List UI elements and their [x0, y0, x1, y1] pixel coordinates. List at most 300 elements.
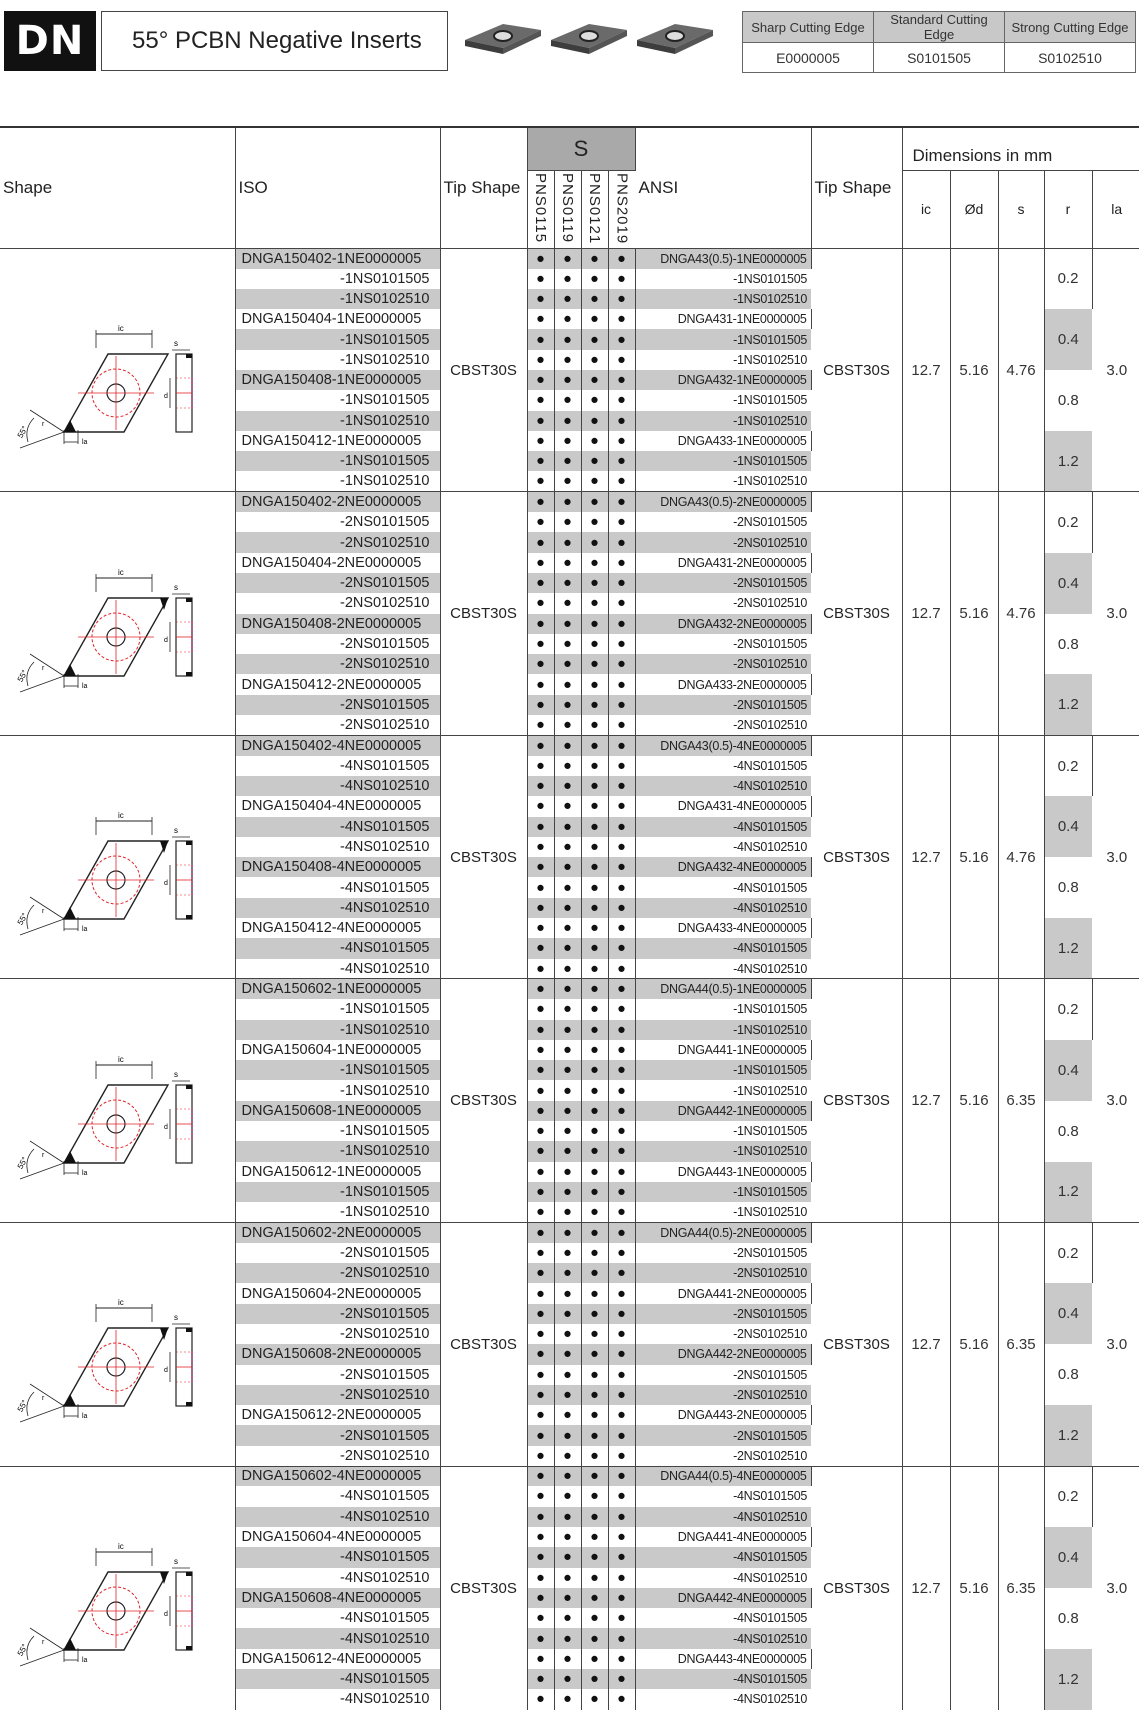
grade-availability-dot: ● [527, 695, 554, 715]
iso-code: DNGA150612-4NE0000005 [235, 1649, 440, 1669]
grade-availability-dot: ● [581, 918, 608, 938]
grade-availability-dot: ● [581, 269, 608, 289]
grade-availability-dot: ● [527, 1689, 554, 1709]
grade-availability-dot: ● [608, 918, 635, 938]
grade-availability-dot: ● [554, 1588, 581, 1608]
dim-ic: 12.7 [902, 1222, 950, 1466]
grade-availability-dot: ● [581, 796, 608, 816]
ansi-code: DNGA432-1NE0000005 [635, 370, 811, 390]
grade-availability-dot: ● [554, 1365, 581, 1385]
iso-code: -2NS0101505 [235, 1425, 440, 1445]
dim-ic: 12.7 [902, 1466, 950, 1710]
ansi-code: DNGA432-2NE0000005 [635, 614, 811, 634]
grade-availability-dot: ● [608, 471, 635, 491]
grade-availability-dot: ● [581, 1040, 608, 1060]
grade-availability-dot: ● [554, 1628, 581, 1648]
ansi-code: -2NS0101505 [635, 1304, 811, 1324]
iso-code: DNGA150408-4NE0000005 [235, 857, 440, 877]
iso-code: DNGA150408-1NE0000005 [235, 370, 440, 390]
dim-r: 0.4 [1044, 1040, 1092, 1101]
grade-availability-dot: ● [527, 715, 554, 735]
insert-drawing [0, 522, 220, 702]
grade-availability-dot: ● [581, 431, 608, 451]
grade-availability-dot: ● [554, 735, 581, 755]
grade-availability-dot: ● [554, 837, 581, 857]
insert-icon [551, 24, 627, 54]
grade-availability-dot: ● [527, 1324, 554, 1344]
iso-code: -2NS0101505 [235, 1365, 440, 1385]
svg-text:r: r [42, 421, 45, 428]
grade-availability-dot: ● [554, 431, 581, 451]
dim-r: 0.4 [1044, 1527, 1092, 1588]
tip-shape-2: CBST30S [811, 735, 902, 979]
svg-text:s: s [174, 1069, 178, 1079]
grade-availability-dot: ● [608, 309, 635, 329]
grade-availability-dot: ● [554, 756, 581, 776]
edge-type-code: S0102510 [1005, 43, 1136, 73]
grade-availability-dot: ● [527, 1020, 554, 1040]
svg-text:s: s [174, 339, 178, 348]
ansi-code: -1NS0101505 [733, 1002, 807, 1017]
dim-r: 0.4 [1044, 553, 1092, 614]
dim-d: 5.16 [950, 248, 998, 492]
grade-availability-dot: ● [608, 1121, 635, 1141]
grade-availability-dot: ● [581, 1608, 608, 1628]
grade-availability-dot: ● [581, 329, 608, 349]
dim-r: 0.2 [1044, 1222, 1092, 1283]
dim-la: 3.0 [1092, 492, 1139, 736]
grade-availability-dot: ● [527, 1202, 554, 1222]
svg-text:s: s [174, 826, 178, 836]
grade-availability-dot: ● [581, 614, 608, 634]
grade-availability-dot: ● [608, 1202, 635, 1222]
iso-code: -2NS0102510 [235, 593, 440, 613]
edge-type-label: Strong Cutting Edge [1005, 12, 1136, 43]
dim-s: 4.76 [998, 735, 1044, 979]
grade-availability-dot: ● [608, 1040, 635, 1060]
grade-availability-dot: ● [554, 1304, 581, 1324]
iso-code: -4NS0102510 [235, 776, 440, 796]
ansi-code: -2NS0101505 [635, 695, 811, 715]
grade-availability-dot: ● [608, 451, 635, 471]
ansi-code: DNGA43(0.5)-1NE0000005 [635, 248, 811, 268]
svg-text:55°: 55° [15, 911, 30, 927]
iso-code: -4NS0102510 [235, 898, 440, 918]
grade-header: PNS0115 [527, 170, 554, 248]
grade-availability-dot: ● [527, 918, 554, 938]
svg-text:r: r [42, 1151, 45, 1159]
grade-availability-dot: ● [554, 654, 581, 674]
dim-r: 0.8 [1057, 879, 1079, 897]
grade-availability-dot: ● [554, 1507, 581, 1527]
ansi-code: -1NS0102510 [733, 1205, 807, 1220]
insert-icon [465, 24, 541, 54]
logo: DN [4, 11, 96, 71]
grade-availability-dot: ● [608, 776, 635, 796]
ansi-code: -2NS0102510 [635, 532, 811, 552]
svg-text:55°: 55° [15, 1155, 30, 1171]
iso-code: -1NS0102510 [235, 471, 440, 491]
grade-availability-dot: ● [527, 776, 554, 796]
dim-s: 4.76 [998, 248, 1044, 492]
svg-text:la: la [82, 926, 88, 934]
iso-code: -2NS0102510 [235, 1263, 440, 1283]
grade-availability-dot: ● [527, 796, 554, 816]
ansi-code: -2NS0101505 [635, 1425, 811, 1445]
iso-code: -1NS0101505 [235, 390, 440, 410]
svg-text:ic: ic [118, 1542, 124, 1552]
iso-code: -4NS0101505 [235, 1486, 440, 1506]
iso-code: -4NS0102510 [235, 1689, 440, 1709]
grade-availability-dot: ● [554, 492, 581, 512]
grade-availability-dot: ● [581, 1628, 608, 1648]
grade-availability-dot: ● [581, 654, 608, 674]
iso-code: DNGA150608-4NE0000005 [235, 1588, 440, 1608]
grade-availability-dot: ● [527, 1141, 554, 1161]
insert-icons [461, 18, 723, 60]
grade-availability-dot: ● [581, 715, 608, 735]
grade-availability-dot: ● [581, 1202, 608, 1222]
grade-availability-dot: ● [608, 1020, 635, 1040]
tip-shape: CBST30S [440, 1222, 527, 1466]
grade-availability-dot: ● [554, 1527, 581, 1547]
grade-availability-dot: ● [527, 877, 554, 897]
ansi-code: -4NS0102510 [733, 1570, 807, 1585]
grade-availability-dot: ● [581, 1425, 608, 1445]
grade-availability-dot: ● [581, 1365, 608, 1385]
grade-availability-dot: ● [608, 817, 635, 837]
grade-availability-dot: ● [608, 614, 635, 634]
iso-code: -1NS0102510 [235, 1202, 440, 1222]
dim-d-header: Ød [950, 170, 998, 248]
insert-drawing [0, 1496, 220, 1676]
grade-availability-dot: ● [581, 979, 608, 999]
tip-shape: CBST30S [440, 979, 527, 1223]
iso-code: -1NS0102510 [235, 411, 440, 431]
grade-availability-dot: ● [581, 817, 608, 837]
grade-availability-dot: ● [608, 573, 635, 593]
grade-availability-dot: ● [527, 1040, 554, 1060]
grade-availability-dot: ● [581, 1283, 608, 1303]
ansi-code: -1NS0102510 [733, 1083, 807, 1098]
grade-availability-dot: ● [581, 1466, 608, 1486]
grade-availability-dot: ● [527, 471, 554, 491]
svg-text:d: d [164, 636, 168, 644]
grade-availability-dot: ● [608, 715, 635, 735]
ansi-code: -4NS0101505 [733, 880, 807, 895]
edge-type-label: Sharp Cutting Edge [743, 12, 874, 43]
grade-availability-dot: ● [527, 1588, 554, 1608]
iso-code: -2NS0101505 [235, 512, 440, 532]
svg-text:s: s [174, 1557, 178, 1567]
ansi-code: -4NS0101505 [733, 758, 807, 773]
iso-code: DNGA150404-1NE0000005 [235, 309, 440, 329]
ansi-code: DNGA432-4NE0000005 [635, 857, 811, 877]
table-row [0, 1466, 1139, 1486]
ansi-code: -1NS0101505 [635, 329, 811, 349]
ansi-code: -4NS0102510 [733, 1692, 807, 1707]
shape-cell [0, 248, 235, 492]
svg-text:ic: ic [118, 324, 124, 333]
grade-availability-dot: ● [527, 329, 554, 349]
grade-availability-dot: ● [608, 1162, 635, 1182]
grade-availability-dot: ● [527, 593, 554, 613]
grade-availability-dot: ● [554, 1324, 581, 1344]
grade-availability-dot: ● [527, 1304, 554, 1324]
grade-availability-dot: ● [608, 289, 635, 309]
grade-availability-dot: ● [527, 1365, 554, 1385]
grade-availability-dot: ● [554, 1689, 581, 1709]
grade-availability-dot: ● [608, 1324, 635, 1344]
iso-code: DNGA150408-2NE0000005 [235, 614, 440, 634]
grade-availability-dot: ● [608, 329, 635, 349]
grade-availability-dot: ● [608, 1304, 635, 1324]
inserts-table [0, 126, 1139, 1710]
ansi-code: -2NS0101505 [733, 1245, 807, 1260]
grade-availability-dot: ● [581, 1243, 608, 1263]
grade-availability-dot: ● [581, 837, 608, 857]
grade-availability-dot: ● [554, 674, 581, 694]
ansi-code: -1NS0101505 [635, 451, 811, 471]
insert-drawing [0, 1009, 220, 1189]
dim-s: 6.35 [998, 979, 1044, 1223]
iso-code: DNGA150604-1NE0000005 [235, 1040, 440, 1060]
iso-code: -1NS0102510 [235, 1020, 440, 1040]
iso-code: -4NS0102510 [235, 1568, 440, 1588]
grade-availability-dot: ● [608, 1344, 635, 1364]
grade-availability-dot: ● [527, 1486, 554, 1506]
iso-code: -4NS0101505 [235, 877, 440, 897]
iso-code: DNGA150602-4NE0000005 [235, 1466, 440, 1486]
grade-availability-dot: ● [608, 1425, 635, 1445]
grade-availability-dot: ● [527, 512, 554, 532]
grade-availability-dot: ● [554, 1568, 581, 1588]
grade-availability-dot: ● [608, 1527, 635, 1547]
grade-availability-dot: ● [581, 350, 608, 370]
iso-code: -2NS0102510 [235, 715, 440, 735]
grade-availability-dot: ● [554, 614, 581, 634]
ansi-code: -4NS0101505 [635, 938, 811, 958]
iso-code: -4NS0101505 [235, 938, 440, 958]
grade-availability-dot: ● [581, 309, 608, 329]
grade-availability-dot: ● [608, 1182, 635, 1202]
ansi-code: -1NS0101505 [635, 1060, 811, 1080]
ansi-code: -4NS0101505 [733, 1611, 807, 1626]
grade-availability-dot: ● [608, 370, 635, 390]
grade-availability-dot: ● [581, 553, 608, 573]
grade-availability-dot: ● [554, 1344, 581, 1364]
ansi-code: DNGA443-1NE0000005 [635, 1162, 811, 1182]
iso-code: -1NS0101505 [235, 329, 440, 349]
grade-availability-dot: ● [608, 492, 635, 512]
iso-code: DNGA150604-2NE0000005 [235, 1283, 440, 1303]
grade-availability-dot: ● [527, 1507, 554, 1527]
grade-availability-dot: ● [581, 1304, 608, 1324]
grade-availability-dot: ● [608, 735, 635, 755]
grade-availability-dot: ● [554, 370, 581, 390]
svg-text:55°: 55° [15, 1642, 30, 1658]
dim-r: 1.2 [1044, 1162, 1092, 1223]
dim-r: 0.8 [1057, 1122, 1079, 1140]
ansi-code: -2NS0102510 [635, 1385, 811, 1405]
grade-availability-dot: ● [608, 390, 635, 410]
grade-availability-dot: ● [527, 1405, 554, 1425]
svg-text:d: d [164, 1367, 168, 1375]
grade-availability-dot: ● [608, 1547, 635, 1567]
ansi-code: -1NS0102510 [635, 289, 811, 309]
ansi-code: -2NS0101505 [635, 573, 811, 593]
grade-availability-dot: ● [608, 877, 635, 897]
ansi-code: DNGA431-1NE0000005 [635, 309, 811, 329]
grade-availability-dot: ● [581, 1568, 608, 1588]
grade-availability-dot: ● [527, 553, 554, 573]
grade-availability-dot: ● [608, 350, 635, 370]
grade-availability-dot: ● [554, 796, 581, 816]
iso-code: -2NS0102510 [235, 654, 440, 674]
grade-availability-dot: ● [554, 1222, 581, 1242]
grade-availability-dot: ● [554, 959, 581, 979]
tip-shape-2: CBST30S [811, 979, 902, 1223]
insert-icon [637, 24, 713, 54]
grade-availability-dot: ● [608, 1446, 635, 1466]
grade-availability-dot: ● [527, 1243, 554, 1263]
grade-availability-dot: ● [581, 1649, 608, 1669]
dim-r: 1.2 [1044, 918, 1092, 979]
iso-code: -2NS0101505 [235, 695, 440, 715]
ansi-code: DNGA442-1NE0000005 [635, 1101, 811, 1121]
grade-availability-dot: ● [527, 1425, 554, 1445]
iso-code: -2NS0101505 [235, 1304, 440, 1324]
grade-availability-dot: ● [527, 1385, 554, 1405]
grade-availability-dot: ● [554, 390, 581, 410]
grade-availability-dot: ● [554, 1080, 581, 1100]
grade-availability-dot: ● [608, 1568, 635, 1588]
grade-availability-dot: ● [608, 269, 635, 289]
iso-code: DNGA150412-1NE0000005 [235, 431, 440, 451]
table-row [0, 735, 1139, 755]
grade-availability-dot: ● [554, 553, 581, 573]
ansi-code: -2NS0102510 [733, 1448, 807, 1463]
ansi-code: DNGA43(0.5)-4NE0000005 [635, 735, 811, 755]
iso-code: -4NS0101505 [235, 1547, 440, 1567]
iso-code: -1NS0102510 [235, 350, 440, 370]
grade-availability-dot: ● [554, 1040, 581, 1060]
svg-text:la: la [82, 1169, 88, 1177]
grade-availability-dot: ● [581, 411, 608, 431]
iso-code: -2NS0102510 [235, 1324, 440, 1344]
tip-shape: CBST30S [440, 492, 527, 736]
grade-availability-dot: ● [608, 1385, 635, 1405]
ansi-code: -2NS0102510 [635, 1263, 811, 1283]
grade-availability-dot: ● [581, 634, 608, 654]
dim-s: 6.35 [998, 1222, 1044, 1466]
col-iso: ISO [235, 127, 440, 248]
grade-availability-dot: ● [581, 898, 608, 918]
iso-code: -1NS0101505 [235, 1121, 440, 1141]
grade-availability-dot: ● [554, 532, 581, 552]
grade-availability-dot: ● [554, 573, 581, 593]
grade-availability-dot: ● [608, 756, 635, 776]
grade-header: PNS2019 [613, 172, 631, 244]
grade-availability-dot: ● [581, 1486, 608, 1506]
ansi-code: DNGA441-1NE0000005 [635, 1040, 811, 1060]
iso-code: -1NS0102510 [235, 1141, 440, 1161]
grade-availability-dot: ● [527, 492, 554, 512]
grade-availability-dot: ● [608, 1243, 635, 1263]
col-shape: Shape [0, 127, 235, 248]
grade-availability-dot: ● [608, 1689, 635, 1709]
grade-availability-dot: ● [554, 289, 581, 309]
svg-text:r: r [42, 1639, 45, 1647]
grade-availability-dot: ● [581, 1080, 608, 1100]
grade-availability-dot: ● [608, 553, 635, 573]
grade-availability-dot: ● [527, 654, 554, 674]
grade-availability-dot: ● [527, 1608, 554, 1628]
grade-availability-dot: ● [608, 634, 635, 654]
iso-code: -4NS0102510 [235, 1628, 440, 1648]
grade-availability-dot: ● [527, 411, 554, 431]
grade-availability-dot: ● [554, 1283, 581, 1303]
iso-code: DNGA150602-2NE0000005 [235, 1222, 440, 1242]
dim-ic: 12.7 [902, 492, 950, 736]
svg-text:r: r [42, 664, 45, 672]
iso-code: DNGA150412-2NE0000005 [235, 674, 440, 694]
ansi-code: -1NS0101505 [733, 271, 807, 286]
svg-text:la: la [82, 439, 88, 446]
ansi-code: -1NS0102510 [635, 411, 811, 431]
ansi-code: -2NS0102510 [733, 1327, 807, 1342]
ansi-code: DNGA441-2NE0000005 [635, 1283, 811, 1303]
dim-r: 1.2 [1044, 1405, 1092, 1466]
ansi-code: DNGA443-2NE0000005 [635, 1405, 811, 1425]
grade-availability-dot: ● [581, 1020, 608, 1040]
grade-availability-dot: ● [527, 1080, 554, 1100]
dim-la: 3.0 [1092, 248, 1139, 492]
grade-availability-dot: ● [527, 1568, 554, 1588]
grade-availability-dot: ● [527, 1222, 554, 1242]
ansi-code: DNGA443-4NE0000005 [635, 1649, 811, 1669]
iso-code: -1NS0101505 [235, 451, 440, 471]
edge-type-code: E0000005 [743, 43, 874, 73]
grade-availability-dot: ● [527, 309, 554, 329]
iso-code: DNGA150602-1NE0000005 [235, 979, 440, 999]
col-tip-shape-2: Tip Shape [811, 127, 902, 248]
grade-availability-dot: ● [608, 1080, 635, 1100]
dim-r: 0.2 [1044, 248, 1092, 309]
svg-text:r: r [42, 1395, 45, 1403]
grade-availability-dot: ● [527, 857, 554, 877]
grade-availability-dot: ● [554, 248, 581, 268]
grade-availability-dot: ● [554, 979, 581, 999]
grade-availability-dot: ● [527, 1446, 554, 1466]
svg-text:ic: ic [118, 1298, 124, 1308]
grade-availability-dot: ● [527, 817, 554, 837]
grade-availability-dot: ● [581, 451, 608, 471]
dim-r: 0.4 [1044, 796, 1092, 857]
dim-ic: 12.7 [902, 248, 950, 492]
grade-availability-dot: ● [527, 938, 554, 958]
ansi-code: -4NS0102510 [635, 1507, 811, 1527]
grade-availability-dot: ● [581, 756, 608, 776]
dim-r: 0.2 [1044, 1466, 1092, 1527]
grade-availability-dot: ● [527, 898, 554, 918]
ansi-code: -4NS0102510 [733, 961, 807, 976]
grade-availability-dot: ● [581, 776, 608, 796]
grade-availability-dot: ● [527, 837, 554, 857]
grade-availability-dot: ● [608, 1628, 635, 1648]
dim-la: 3.0 [1092, 1466, 1139, 1710]
tip-shape: CBST30S [440, 248, 527, 492]
